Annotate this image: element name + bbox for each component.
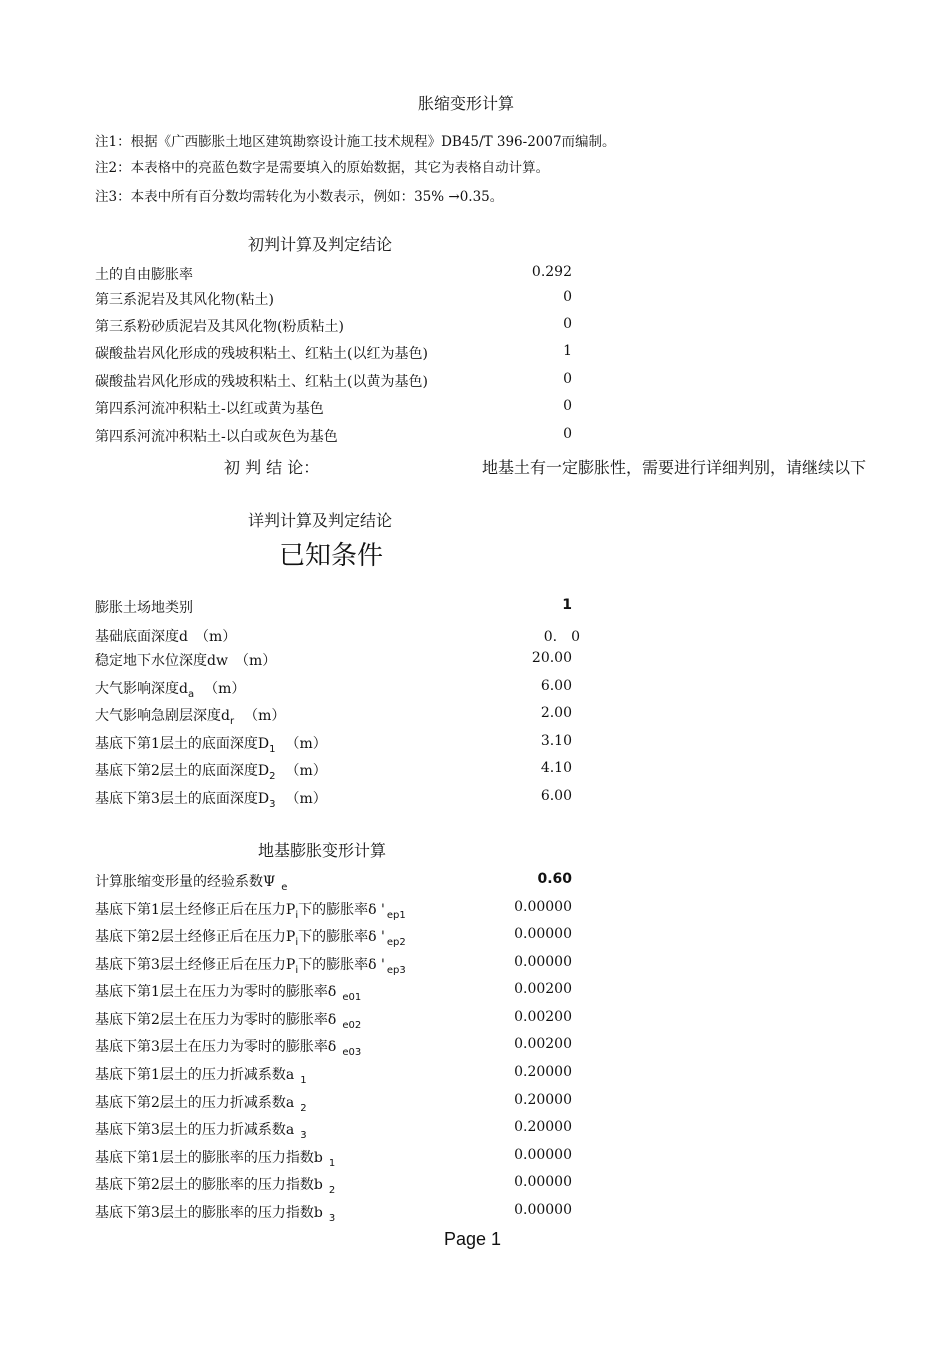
deform-row-label <box>95 1036 361 1058</box>
deform-row-text-tail: 下的膨胀率δ ' <box>298 902 385 918</box>
deform-row-label <box>95 1064 307 1086</box>
detail-row-value: 20.00 <box>531 650 572 666</box>
deform-row-text: 基底下第1层土的膨胀率的压力指数b <box>95 1150 323 1166</box>
detail-row-subscript: 2 <box>269 770 276 782</box>
deform-row-label <box>95 926 406 948</box>
prelim-row-label: 碳酸盐岩风化形成的残坡积粘土、红粘土(以黄为基色) <box>95 374 428 390</box>
detail-row-label <box>95 626 236 646</box>
detail-row-text: 大气影响深度d <box>95 681 188 697</box>
deform-heading: 地基膨胀变形计算 <box>258 841 387 860</box>
deform-row-value: 0.60 <box>537 871 572 887</box>
detail-row-value: 0. 0 <box>543 629 580 645</box>
deform-row-subscript: e03 <box>342 1046 362 1058</box>
prelim-row-label: 第三系泥岩及其风化物(粘土) <box>95 292 274 308</box>
deform-row-subscript: ep3 <box>386 964 406 976</box>
detail-row-label <box>95 705 285 727</box>
detail-row-label <box>95 733 327 755</box>
detail-row-label <box>95 678 245 700</box>
prelim-row-value: 0 <box>563 371 572 387</box>
deform-row-label <box>95 1009 361 1031</box>
deform-row-value: 0.00200 <box>514 1036 572 1052</box>
note-text: 本表格中的亮蓝色数字是需要填入的原始数据，其它为表格自动计算。 <box>130 160 550 176</box>
note-1 <box>95 130 616 150</box>
deform-row-label <box>95 1147 335 1169</box>
detail-row-unit: （m） <box>244 708 286 724</box>
deform-row-value: 0.00000 <box>514 926 572 942</box>
deform-row-text: 基底下第2层土的膨胀率的压力指数b <box>95 1177 323 1193</box>
note-text: 根据《广西膨胀土地区建筑勘察设计施工技术规程》DB45/T 396-2007而编制。 <box>130 134 616 150</box>
detail-row-text: 基底下第3层土的底面深度D <box>95 791 270 807</box>
note-prefix: 注1： <box>95 134 131 150</box>
prelim-row-label: 第四系河流冲积粘土-以白或灰色为基色 <box>95 429 338 445</box>
detail-row-label <box>95 788 327 810</box>
deform-row-text: 基底下第3层土在压力为零时的膨胀率δ <box>95 1039 337 1055</box>
detail-row-text: 基础底面深度d （m） <box>95 629 237 645</box>
detail-row-label <box>95 597 193 617</box>
pressure-subscript: i <box>295 964 299 976</box>
deform-row-value: 0.20000 <box>514 1064 572 1080</box>
pressure-subscript: i <box>295 909 299 921</box>
known-conditions-heading: 已知条件 <box>279 541 384 571</box>
deform-row-subscript: ep1 <box>386 909 406 921</box>
note-2 <box>95 156 549 176</box>
note-text: 本表中所有百分数均需转化为小数表示，例如：35% →0.35。 <box>130 189 504 205</box>
prelim-row-value: 0 <box>563 316 572 332</box>
deform-row-subscript: 3 <box>300 1129 307 1141</box>
deform-row-label <box>95 1202 335 1224</box>
deform-row-label <box>95 1119 307 1141</box>
detail-row-text: 基底下第1层土的底面深度D <box>95 736 270 752</box>
deform-row-subscript: 2 <box>300 1102 307 1114</box>
note-3 <box>95 185 503 205</box>
prelim-row-value: 0 <box>563 398 572 414</box>
detail-row-subscript: a <box>187 688 195 700</box>
deform-row-subscript: e02 <box>342 1019 362 1031</box>
prelim-row-value: 0.292 <box>531 264 572 280</box>
page-title: 胀缩变形计算 <box>418 94 515 113</box>
prelim-row-label: 第三系粉砂质泥岩及其风化物(粉质粘土) <box>95 319 344 335</box>
deform-row-text-tail: 下的膨胀率δ ' <box>298 929 385 945</box>
prelim-row-label: 碳酸盐岩风化形成的残坡积粘土、红粘土(以红为基色) <box>95 346 428 362</box>
deform-row-text-tail: 下的膨胀率δ ' <box>298 957 385 973</box>
deform-row-subscript: 2 <box>328 1184 336 1196</box>
detail-row-label <box>95 760 327 782</box>
deform-row-label <box>95 1092 307 1114</box>
deform-row-value: 0.00000 <box>514 954 572 970</box>
prelim-conclusion-text: 地基土有一定膨胀性，需要进行详细判别，请继续以下 <box>482 458 867 477</box>
detail-row-unit: （m） <box>285 791 327 807</box>
deform-row-subscript: ep2 <box>386 936 406 948</box>
deform-row-text: 基底下第1层土的压力折减系数a <box>95 1067 295 1083</box>
detail-heading: 详判计算及判定结论 <box>248 511 393 530</box>
page-number: Page 1 <box>444 1229 502 1249</box>
detail-row-text: 稳定地下水位深度dw （m） <box>95 653 277 669</box>
deform-row-label <box>95 954 406 976</box>
detail-row-value: 4.10 <box>540 760 572 776</box>
deform-row-text: 基底下第1层土在压力为零时的膨胀率δ <box>95 984 337 1000</box>
deform-row-value: 0.00000 <box>514 1202 572 1218</box>
detail-row-value: 1 <box>562 597 572 613</box>
detail-row-value: 6.00 <box>540 678 572 694</box>
detail-row-unit: （m） <box>204 681 246 697</box>
deform-row-value: 0.00200 <box>514 981 572 997</box>
detail-row-text: 膨胀土场地类别 <box>95 600 193 616</box>
detail-row-value: 3.10 <box>540 733 572 749</box>
detail-row-label <box>95 650 276 670</box>
deform-row-text: 基底下第3层土的膨胀率的压力指数b <box>95 1205 323 1221</box>
prelim-conclusion-label: 初 判 结 论： <box>224 458 320 477</box>
deform-row-text: 基底下第2层土在压力为零时的膨胀率δ <box>95 1012 337 1028</box>
deform-row-label <box>95 899 406 921</box>
deform-row-text: 基底下第3层土的压力折减系数a <box>95 1122 295 1138</box>
detail-row-value: 6.00 <box>540 788 572 804</box>
deform-row-label <box>95 981 361 1003</box>
deform-row-text: 基底下第1层土经修正后在压力P <box>95 902 296 918</box>
prelim-row-value: 1 <box>563 343 572 359</box>
detail-row-text: 基底下第2层土的底面深度D <box>95 763 270 779</box>
deform-row-text: 基底下第2层土的压力折减系数a <box>95 1095 295 1111</box>
detail-row-subscript: 3 <box>269 798 276 810</box>
deform-row-subscript: 1 <box>328 1157 336 1169</box>
detail-row-subscript: 1 <box>269 743 276 755</box>
deform-row-label <box>95 1174 335 1196</box>
detail-row-subscript: r <box>229 715 235 727</box>
deform-row-subscript: e01 <box>342 991 362 1003</box>
deform-row-subscript: 1 <box>300 1074 307 1086</box>
note-prefix: 注2： <box>95 160 131 176</box>
deform-row-subscript: e <box>281 881 288 893</box>
pressure-subscript: i <box>295 936 299 948</box>
note-prefix: 注3： <box>95 189 131 205</box>
deform-row-value: 0.20000 <box>514 1092 572 1108</box>
deform-row-label <box>95 871 287 893</box>
prelim-row-label: 土的自由膨胀率 <box>95 267 193 283</box>
detail-row-text: 大气影响急剧层深度d <box>95 708 230 724</box>
deform-row-text: 计算胀缩变形量的经验系数Ψ <box>95 874 276 890</box>
detail-row-unit: （m） <box>285 736 327 752</box>
deform-row-value: 0.00000 <box>514 899 572 915</box>
deform-row-text: 基底下第3层土经修正后在压力P <box>95 957 296 973</box>
detail-row-unit: （m） <box>285 763 327 779</box>
deform-row-subscript: 3 <box>328 1212 336 1224</box>
deform-row-value: 0.20000 <box>514 1119 572 1135</box>
prelim-row-label: 第四系河流冲积粘土-以红或黄为基色 <box>95 401 324 417</box>
prelim-row-value: 0 <box>563 289 572 305</box>
deform-row-value: 0.00000 <box>514 1174 572 1190</box>
deform-row-text: 基底下第2层土经修正后在压力P <box>95 929 296 945</box>
prelim-heading: 初判计算及判定结论 <box>248 235 393 254</box>
deform-row-value: 0.00000 <box>514 1147 572 1163</box>
deform-row-value: 0.00200 <box>514 1009 572 1025</box>
prelim-row-value: 0 <box>563 426 572 442</box>
detail-row-value: 2.00 <box>540 705 572 721</box>
